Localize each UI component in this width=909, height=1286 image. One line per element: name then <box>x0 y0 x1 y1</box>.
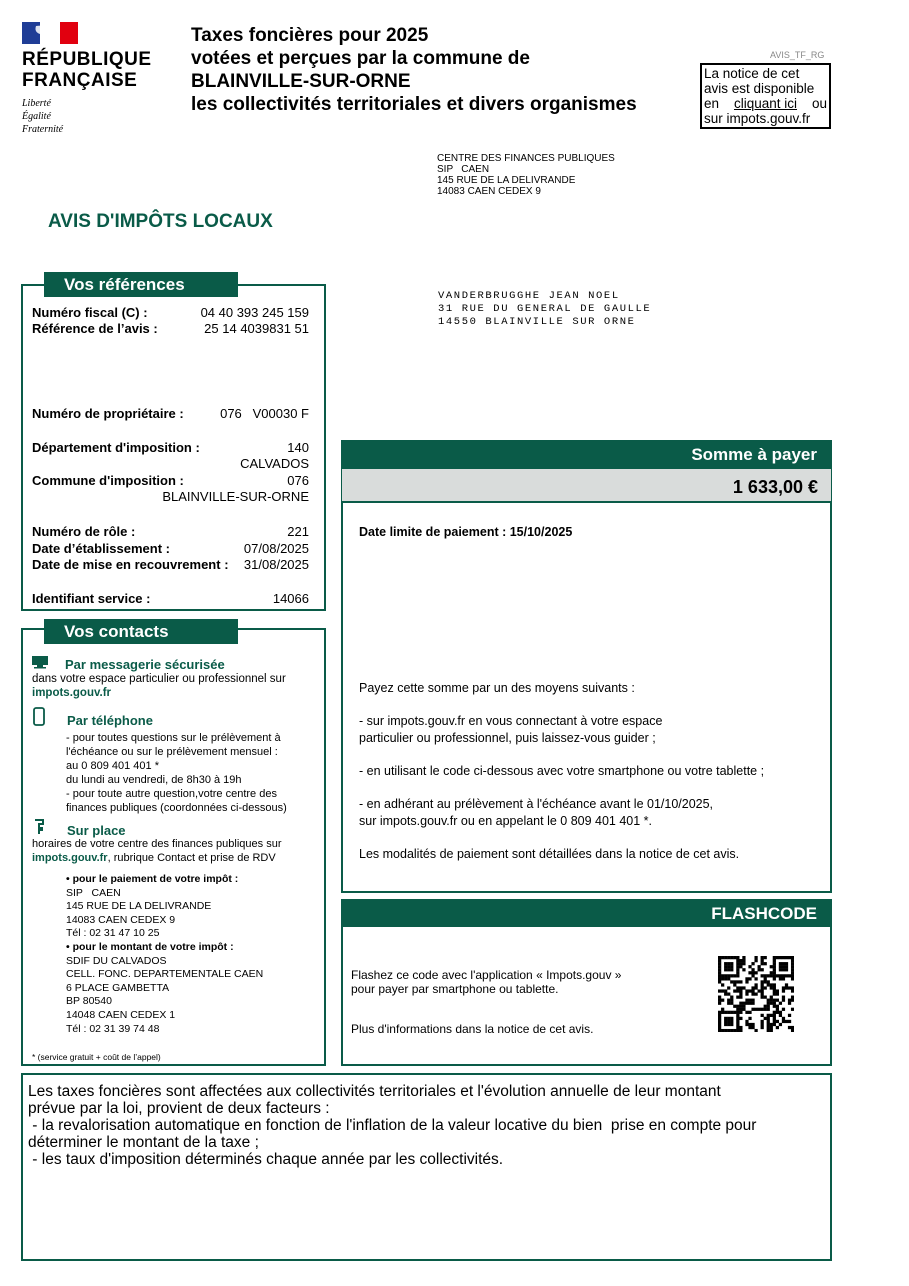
title-line1: Taxes foncières pour 2025 <box>191 25 429 46</box>
commune-code: 076 <box>287 473 309 488</box>
avis-reference-value: 25 14 4039831 51 <box>204 321 309 336</box>
recipient-address <box>438 290 651 329</box>
secure-messaging-text: dans votre espace particulier ou professionnel sur <box>32 673 286 685</box>
phone-line2: l'échéance ou sur le prélèvement mensuel : <box>66 746 278 758</box>
info-line3: - la revalorisation automatique en fonction de l'inflation de la valeur locative du bien prise en compte pour <box>28 1117 757 1134</box>
payment-method-debit-a: - en adhérant au prélèvement à l'échéance avant le 01/10/2025, <box>359 797 714 811</box>
amount-office-title: • pour le montant de votre impôt : <box>66 940 234 953</box>
document-title: AVIS D'IMPÔTS LOCAUX <box>48 211 273 232</box>
marianne-flag-icon <box>22 22 78 44</box>
phone-title: Par téléphone <box>67 713 153 728</box>
notice-text-b: avis est disponible <box>704 81 815 96</box>
payment-method-code: - en utilisant le code ci-dessous avec votre smartphone ou votre tablette ; <box>359 764 765 778</box>
republique-logo <box>22 22 152 137</box>
info-line4: déterminer le montant de la taxe ; <box>28 1134 259 1151</box>
pedestrian-icon <box>33 819 47 835</box>
flashcode-more-info: Plus d'informations dans la notice de cet avis. <box>351 1022 594 1036</box>
payment-office <box>66 873 263 1036</box>
header-title <box>191 24 637 116</box>
amount-office-line1: SDIF DU CALVADOS <box>66 954 167 967</box>
department-name: CALVADOS <box>240 456 309 471</box>
motto-fraternite: Fraternité <box>22 124 64 135</box>
department-label: Département d'imposition : <box>32 440 200 455</box>
motto-liberte: Liberté <box>22 98 51 109</box>
payment-method-web-b: particulier ou professionnel, puis laissez-vous guider ; <box>359 731 656 745</box>
payment-method-debit-b: sur impots.gouv.fr ou en appelant le 0 809 401 401 *. <box>359 814 653 828</box>
centre-line4: 14083 CAEN CEDEX 9 <box>437 186 541 197</box>
payment-office-title: • pour le paiement de votre impôt : <box>66 873 239 885</box>
secure-messaging-link[interactable]: impots.gouv.fr <box>32 687 112 699</box>
on-site-title: Sur place <box>67 823 126 838</box>
republique-line1: RÉPUBLIQUE <box>22 49 152 70</box>
title-line2: votées et perçues par la commune de <box>191 48 530 69</box>
centre-line3: 145 RUE DE LA DELIVRANDE <box>437 175 576 186</box>
footnote: * (service gratuit + coût de l’appel) <box>32 1052 161 1062</box>
payment-office-line2: 145 RUE DE LA DELIVRANDE <box>66 900 212 913</box>
establishment-date-value: 07/08/2025 <box>243 541 309 556</box>
fiscal-number-label: Numéro fiscal (C) : <box>32 305 148 320</box>
info-line2: prévue par la loi, provient de deux facteurs : <box>28 1100 330 1117</box>
phone-line5: - pour toute autre question,votre centre des <box>66 788 277 800</box>
centre-address <box>437 153 615 197</box>
centre-line2: SIP CAEN <box>437 164 490 175</box>
flashcode-heading: FLASHCODE <box>342 900 831 927</box>
amount-office-line6: Tél : 02 31 39 74 48 <box>66 1022 160 1035</box>
recipient-line2: 31 RUE DU GENERAL DE GAULLE <box>438 303 652 315</box>
title-line4: les collectivités territoriales et divers organismes <box>191 94 637 115</box>
recipient-line3: 14550 BLAINVILLE SUR ORNE <box>438 316 636 328</box>
phone-details <box>66 731 322 815</box>
owner-number-value: 076 V00030 F <box>220 406 309 421</box>
notice-text-d: ou <box>811 96 827 111</box>
amount-office-line4: BP 80540 <box>66 995 112 1008</box>
info-box <box>21 1073 832 1261</box>
republique-line2: FRANÇAISE <box>22 70 138 91</box>
service-id-label: Identifiant service : <box>32 591 151 606</box>
payment-office-line4: Tél : 02 31 47 10 25 <box>66 927 160 940</box>
payment-method-web-a: - sur impots.gouv.fr en vous connectant à votre espace <box>359 714 663 728</box>
establishment-date-label: Date d’établissement : <box>32 541 170 556</box>
notice-text-e[interactable]: sur impots.gouv.fr <box>704 111 811 126</box>
notice-text-c: en <box>704 96 720 111</box>
collection-date-label: Date de mise en recouvrement : <box>32 557 229 572</box>
amount-office-line3: 6 PLACE GAMBETTA <box>66 981 170 994</box>
service-id-value: 14066 <box>272 591 309 606</box>
recipient-line1: VANDERBRUGGHE JEAN NOEL <box>438 290 620 302</box>
title-line3: BLAINVILLE-SUR-ORNE <box>191 71 411 92</box>
info-line1: Les taxes foncières sont affectées aux collectivités territoriales et l'évolution annuelle de leur montant <box>28 1083 721 1100</box>
payment-office-line3: 14083 CAEN CEDEX 9 <box>66 913 176 926</box>
phone-line4: du lundi au vendredi, de 8h30 à 19h <box>66 774 242 786</box>
document-code: AVIS_TF_RG <box>770 50 825 60</box>
role-number-label: Numéro de rôle : <box>32 524 136 539</box>
amount-to-pay: 1 633,00 € <box>732 477 818 497</box>
amount-office-line5: 14048 CAEN CEDEX 1 <box>66 1008 176 1021</box>
motto-egalite: Égalité <box>22 111 51 122</box>
on-site-link-row <box>32 852 276 864</box>
on-site-text2: , rubrique Contact et prise de RDV <box>107 852 276 864</box>
flashcode-text <box>351 968 621 996</box>
centre-line1: CENTRE DES FINANCES PUBLIQUES <box>437 153 615 164</box>
payment-details-note: Les modalités de paiement sont détaillées dans la notice de cet avis. <box>359 847 740 861</box>
commune-name: BLAINVILLE-SUR-ORNE <box>162 489 309 504</box>
notice-link[interactable]: cliquant ici <box>733 96 798 111</box>
contacts-heading: Vos contacts <box>44 619 238 644</box>
phone-line3: au 0 809 401 401 * <box>66 760 159 772</box>
phone-icon <box>33 707 45 726</box>
commune-label: Commune d'imposition : <box>32 473 184 488</box>
phone-line1: - pour toutes questions sur le prélèvement à <box>66 732 281 744</box>
avis-reference-label: Référence de l’avis : <box>32 321 158 336</box>
on-site-text: horaires de votre centre des finances publiques sur <box>32 838 282 850</box>
phone-line6: finances publiques (coordonnées ci-dessous) <box>66 802 287 814</box>
payment-intro: Payez cette somme par un des moyens suivants : <box>359 681 635 695</box>
payment-office-line1: SIP CAEN <box>66 886 121 899</box>
on-site-link[interactable]: impots.gouv.fr <box>32 852 108 864</box>
computer-icon <box>31 655 49 669</box>
payment-heading: Somme à payer <box>342 441 831 469</box>
role-number-value: 221 <box>287 524 309 539</box>
fiscal-number-value: 04 40 393 245 159 <box>200 305 309 320</box>
secure-messaging-title: Par messagerie sécurisée <box>65 657 225 672</box>
flashcode-line1: Flashez ce code avec l'application « Impots.gouv » <box>351 968 622 982</box>
payment-deadline: Date limite de paiement : 15/10/2025 <box>359 525 573 539</box>
notice-box <box>700 63 831 129</box>
collection-date-value: 31/08/2025 <box>243 557 309 572</box>
flashcode-line2: pour payer par smartphone ou tablette. <box>351 982 559 996</box>
info-line5: - les taux d'imposition déterminés chaque année par les collectivités. <box>28 1151 504 1168</box>
references-heading: Vos références <box>44 272 238 297</box>
owner-number-label: Numéro de propriétaire : <box>32 406 184 421</box>
payment-methods <box>359 680 764 863</box>
notice-text-a: La notice de cet <box>704 66 800 81</box>
qr-code-icon[interactable] <box>718 956 794 1032</box>
department-code: 140 <box>287 440 309 455</box>
amount-office-line2: CELL. FONC. DEPARTEMENTALE CAEN <box>66 968 264 981</box>
